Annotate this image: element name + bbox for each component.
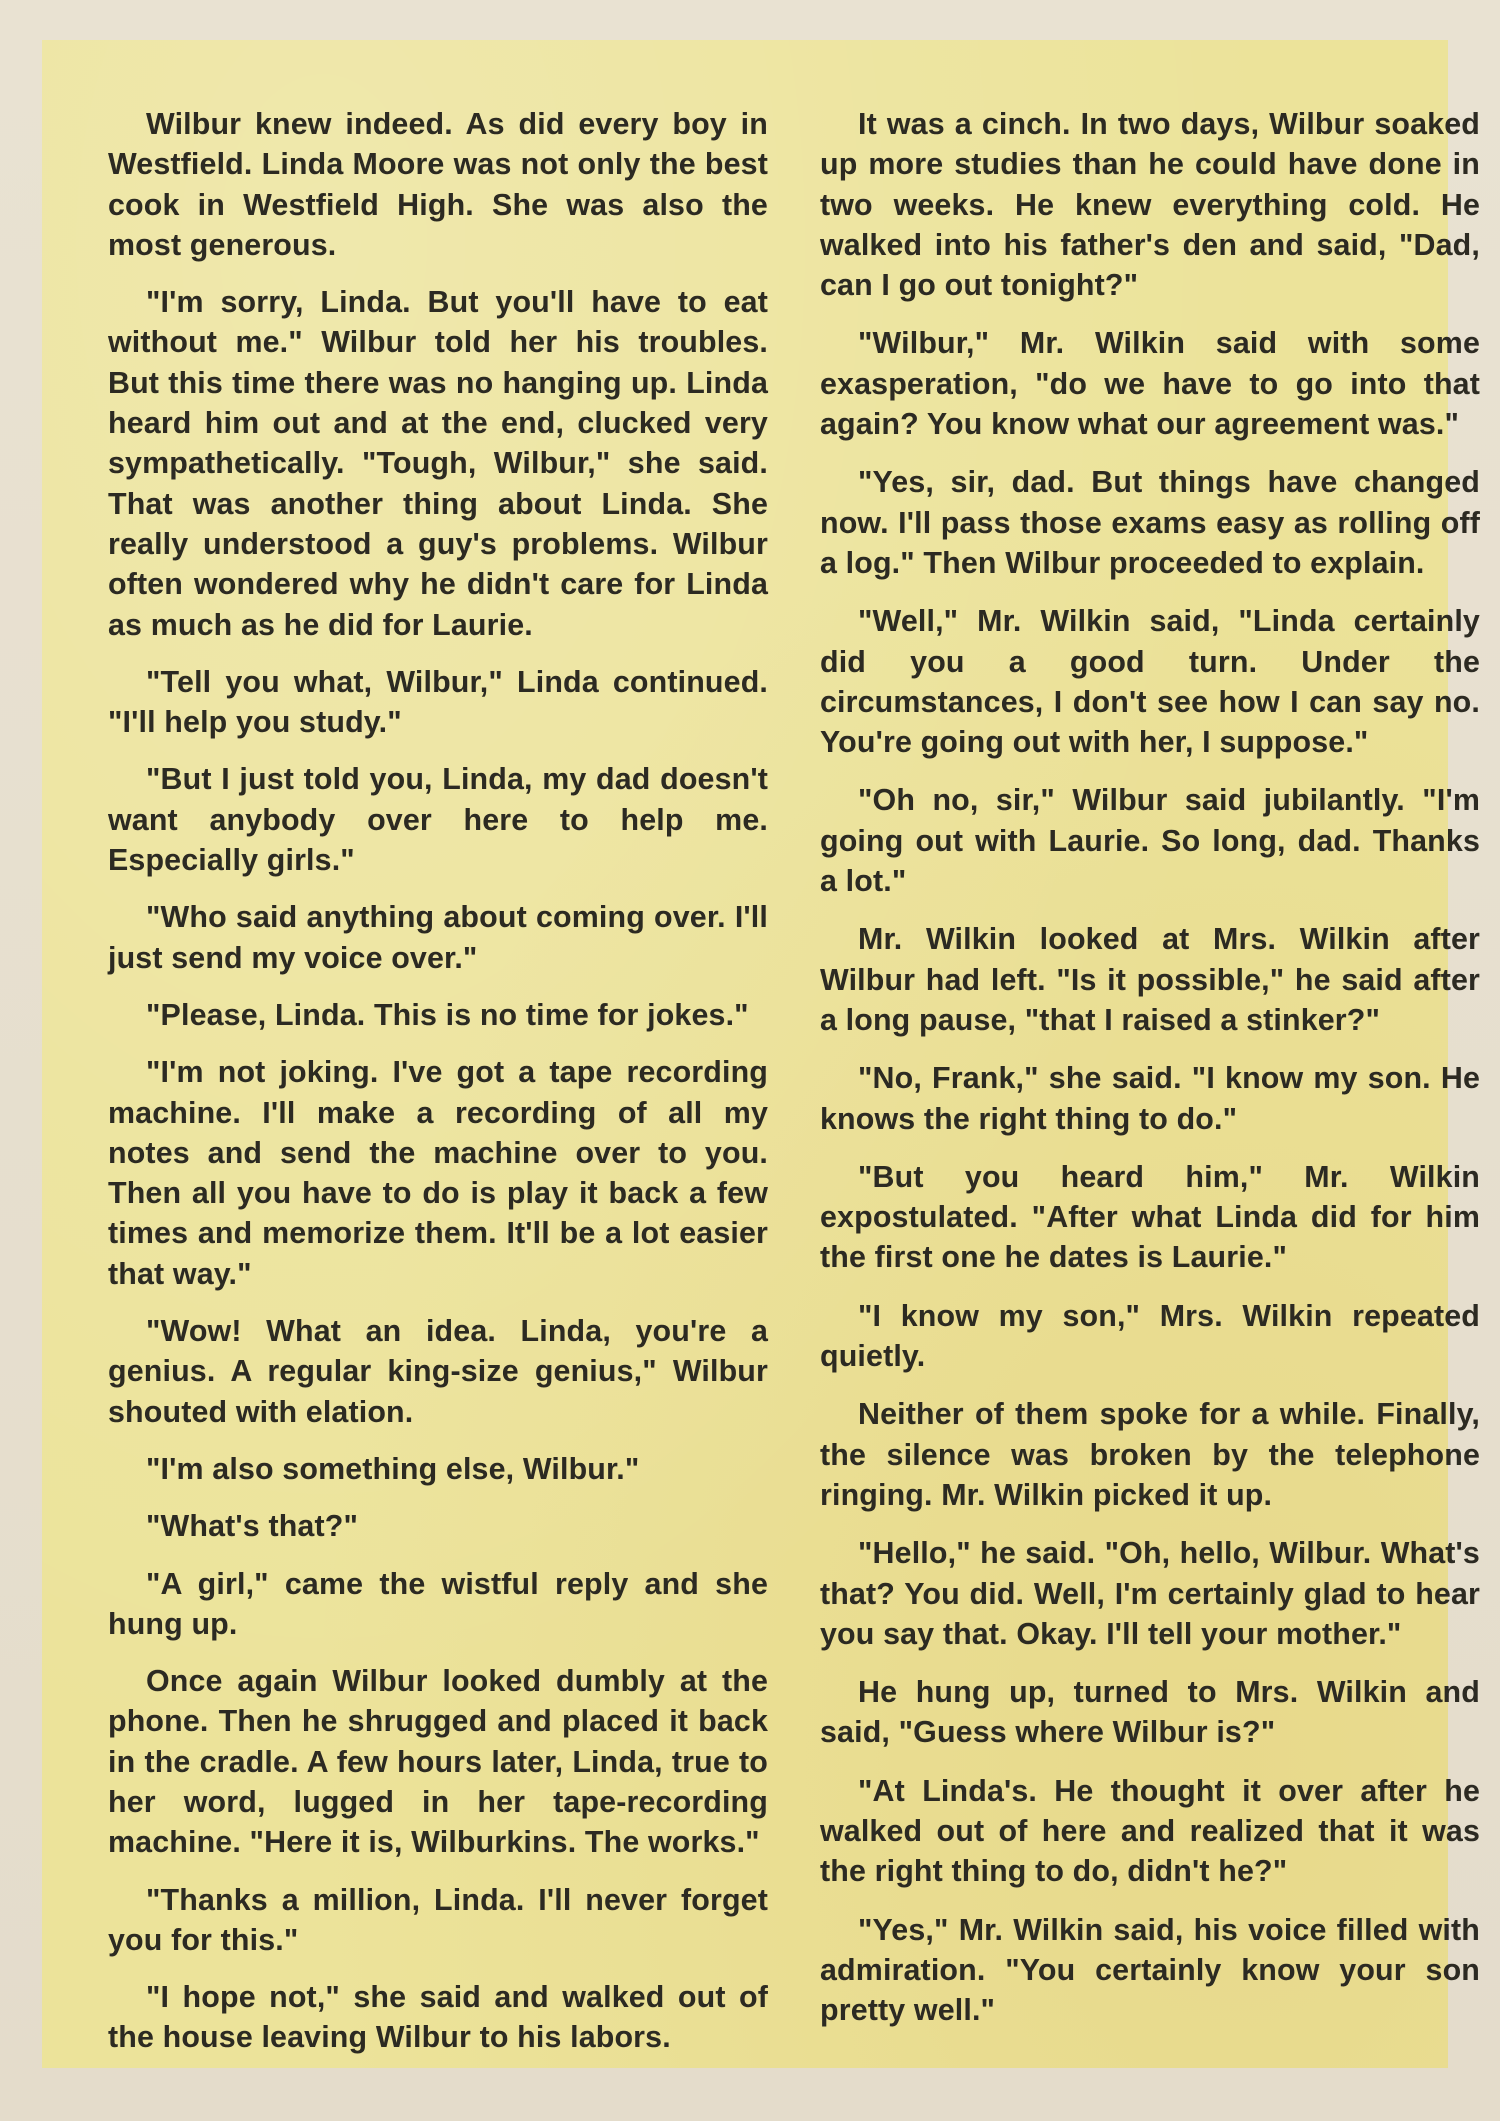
- paragraph: "No, Frank," she said. "I know my son. He knows the right thing to do.": [820, 1061, 1480, 1136]
- paragraph: Wilbur knew indeed. As did every boy in Westfield. Linda Moore was not only the best cook in Westfield High. She was also the most generous.: [108, 107, 768, 262]
- paragraph: "Tell you what, Wilbur," Linda continued. "I'll help you study.": [108, 664, 768, 740]
- paragraph: Mr. Wilkin looked at Mrs. Wilkin after Wilbur had left. "Is it possible," he said after a long pause, "that I raised a stinker?": [820, 922, 1480, 1037]
- paragraph: "Please, Linda. This is no time for jokes.": [146, 997, 749, 1032]
- paragraph: "Yes," Mr. Wilkin said, his voice filled with admiration. "You certainly know your son pretty well.": [820, 1912, 1480, 2028]
- paragraph: "But I just told you, Linda, my dad doesn't want anybody over here to help me. Especially girls.": [108, 762, 768, 878]
- paragraph: "I hope not," she said and walked out of the house leaving Wilbur to his labors.: [108, 1980, 768, 2055]
- paragraph: "Wilbur," Mr. Wilkin said with some exasperation, "do we have to go into that again? You know what our agreement was.": [820, 326, 1480, 442]
- paragraph: Once again Wilbur looked dumbly at the phone. Then he shrugged and placed it back in the cradle. A few hours later, Linda, true to her word, lugged in her tape-recording machine. "Here it is, Wilburkins. The works.": [108, 1664, 768, 1860]
- paragraph: "Well," Mr. Wilkin said, "Linda certainly did you a good turn. Under the circumstances, I don't see how I can say no. You're going out with her, I suppose.": [820, 604, 1480, 760]
- left-column: [108, 104, 768, 2075]
- paragraph: "I'm not joking. I've got a tape recording machine. I'll make a recording of all my notes and send the machine over to you. Then all you have to do is play it back a few times and memorize them. It'll be a lot easier that way.": [108, 1055, 768, 1291]
- paragraph: "What's that?": [146, 1509, 359, 1544]
- paragraph: "Wow! What an idea. Linda, you're a genius. A regular king-size genius," Wilbur shouted with elation.: [108, 1314, 768, 1429]
- paragraph: "I'm also something else, Wilbur.": [146, 1451, 640, 1486]
- paragraph: Neither of them spoke for a while. Finally, the silence was broken by the telephone ringing. Mr. Wilkin picked it up.: [820, 1397, 1480, 1512]
- paragraph: "Who said anything about coming over. I'll just send my voice over.": [108, 900, 768, 975]
- paragraph: "Oh no, sir," Wilbur said jubilantly. "I'm going out with Laurie. So long, dad. Thanks a lot.": [820, 783, 1480, 899]
- paragraph: "Hello," he said. "Oh, hello, Wilbur. What's that? You did. Well, I'm certainly glad to hear you say that. Okay. I'll tell your mother.": [820, 1536, 1480, 1651]
- paragraph: "I know my son," Mrs. Wilkin repeated quietly.: [820, 1298, 1480, 1374]
- paragraph: "But you heard him," Mr. Wilkin expostulated. "After what Linda did for him the first one he dates is Laurie.": [820, 1159, 1480, 1275]
- paragraph: He hung up, turned to Mrs. Wilkin and said, "Guess where Wilbur is?": [820, 1675, 1480, 1750]
- paragraph: It was a cinch. In two days, Wilbur soaked up more studies than he could have done in two weeks. He knew everything cold. He walked into his father's den and said, "Dad, can I go out tonight?": [820, 107, 1480, 303]
- right-column: [820, 104, 1480, 2048]
- paragraph: "Yes, sir, dad. But things have changed now. I'll pass those exams easy as rolling off a log." Then Wilbur proceeded to explain.: [820, 465, 1480, 580]
- text-panel: [42, 40, 1480, 2068]
- paragraph: "Thanks a million, Linda. I'll never forget you for this.": [108, 1882, 768, 1957]
- paragraph: "A girl," came the wistful reply and she hung up.: [108, 1566, 768, 1641]
- paragraph: "At Linda's. He thought it over after he walked out of here and realized that it was the right thing to do, didn't he?": [820, 1773, 1480, 1889]
- paragraph: "I'm sorry, Linda. But you'll have to eat without me." Wilbur told her his troubles. But this time there was no hanging up. Linda heard him out and at the end, clucked very sympathetically. "Tough, Wilbur," she said. That was another thing about Linda. She really understood a guy's problems. Wilbur often wondered why he didn't care for Linda as much as he did for Laurie.: [108, 285, 768, 642]
